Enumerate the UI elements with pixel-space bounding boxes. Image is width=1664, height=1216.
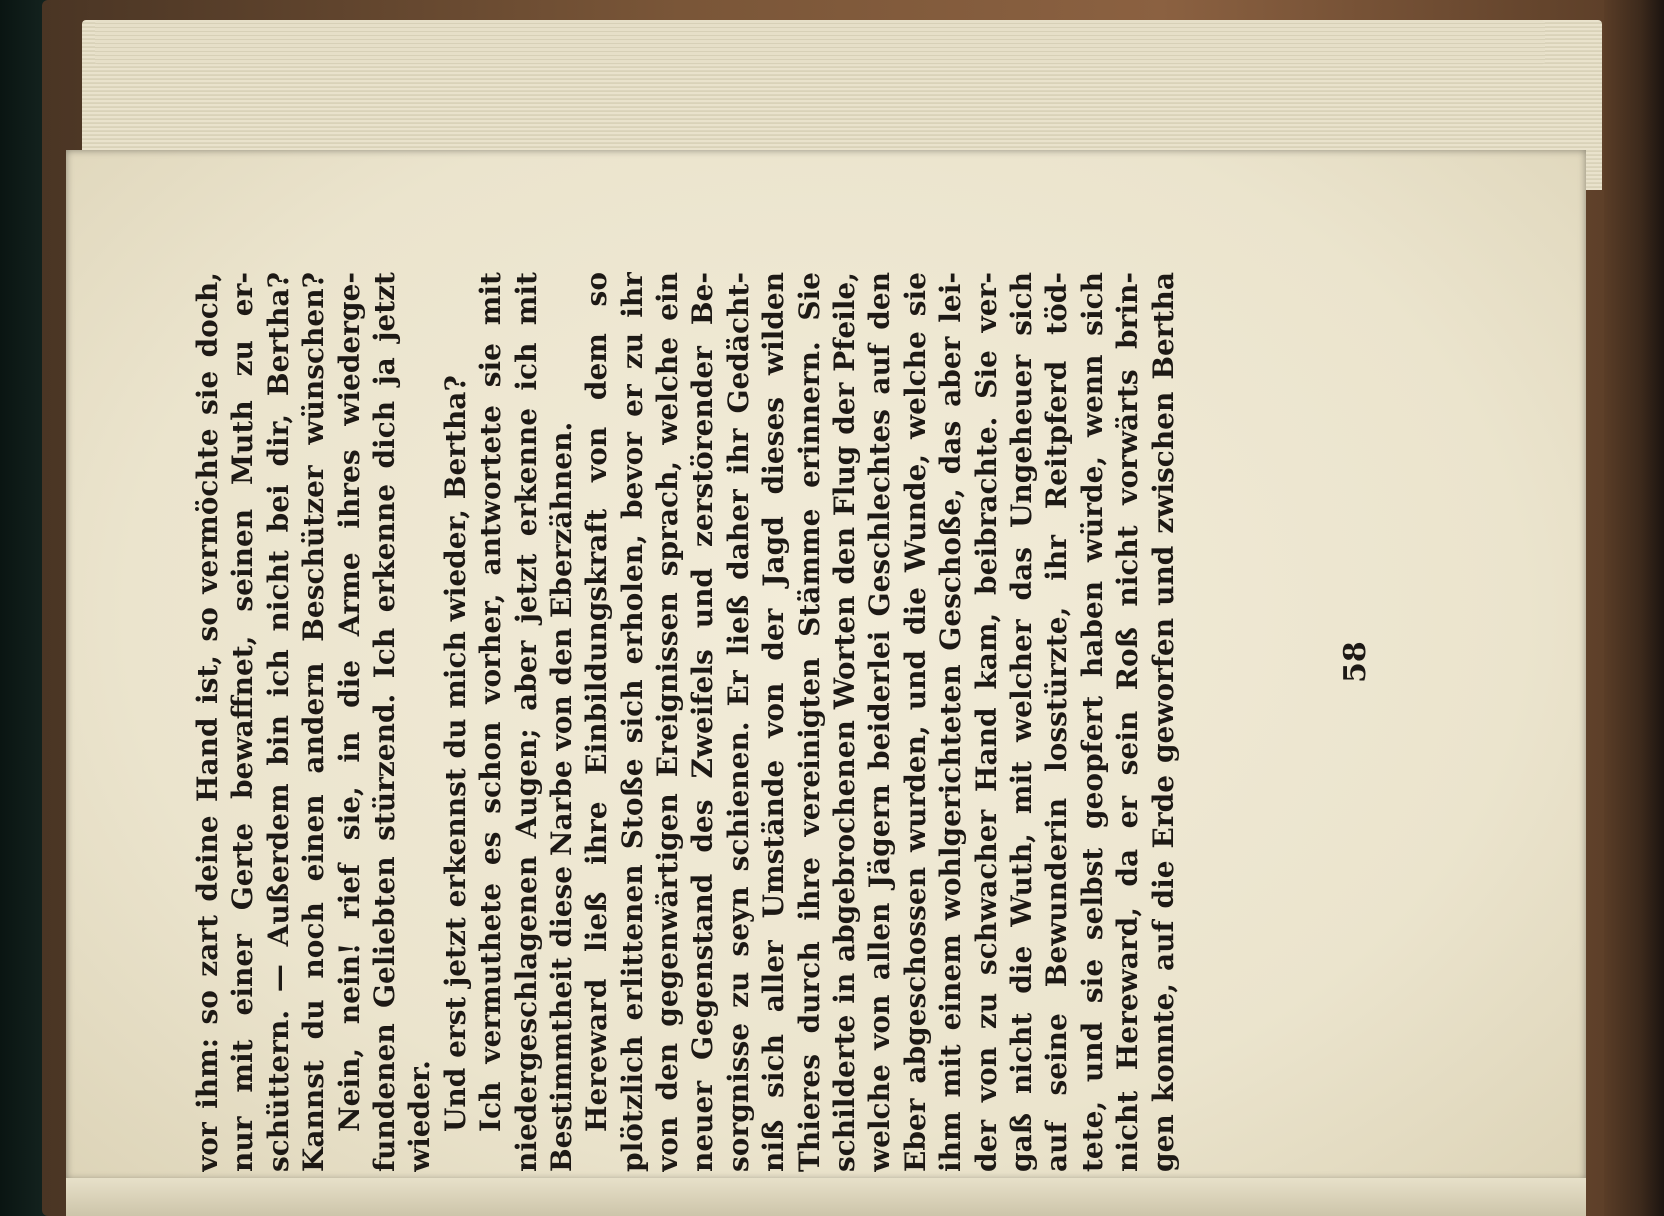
text-line: wieder. <box>403 1060 437 1172</box>
text-line: nicht Hereward, da er sein Roß nicht vorwärts brin- <box>1111 272 1145 1172</box>
text-line: Ich vermuthete es schon vorher, antwortete sie mit <box>474 272 508 1132</box>
text-line: niedergeschlagenen Augen; aber jetzt erkenne ich mit <box>509 272 543 1172</box>
text-line: Bestimmtheit diese Narbe von den Eberzähnen. <box>544 421 578 1172</box>
text-line: von den gegenwärtigen Ereignissen sprach, welche ein <box>651 272 685 1172</box>
text-line: gaß nicht die Wuth, mit welcher das Ungeheuer sich <box>1004 272 1038 1172</box>
text-line: welche von allen Jägern beiderlei Geschlechtes auf den <box>863 272 897 1172</box>
text-line: ihm mit einem wohlgerichteten Geschoße, das aber lei- <box>934 272 968 1172</box>
page-text <box>190 272 1181 1172</box>
text-line: schilderte in abgebrochenen Worten den Flug der Pfeile, <box>828 272 862 1172</box>
page-block-top-edge <box>95 20 1545 65</box>
text-line: tete, und sie selbst geopfert haben würde, wenn sich <box>1075 272 1109 1172</box>
text-line: auf seine Bewunderin losstürzte, ihr Reitpferd töd- <box>1040 272 1074 1172</box>
text-line: Thieres durch ihre vereinigten Stämme erinnern. Sie <box>792 272 826 1172</box>
text-line: Hereward ließ ihre Einbildungskraft von dem so <box>580 272 614 1132</box>
page-bottom-edge <box>66 1178 1586 1216</box>
text-line: vor ihm: so zart deine Hand ist, so vermöchte sie doch, <box>191 272 224 1172</box>
text-line: sorgnisse zu seyn schienen. Er ließ daher ihr Gedächt- <box>721 272 755 1172</box>
book-spine-edge <box>1604 0 1664 1216</box>
text-line: niß sich aller Umstände von der Jagd dieses wilden <box>757 272 791 1172</box>
page-number: 58 <box>1338 641 1373 683</box>
text-line: gen konnte, auf die Erde geworfen und zwischen Bertha <box>1146 272 1180 1172</box>
text-line: fundenen Geliebten stürzend. Ich erkenne dich ja jetzt <box>367 272 401 1172</box>
text-line: nur mit einer Gerte bewaffnet, seinen Muth zu er- <box>226 272 260 1172</box>
text-line: Kannst du noch einen andern Beschützer wünschen? <box>297 272 331 1172</box>
text-line: schüttern. — Außerdem bin ich nicht bei dir, Bertha? <box>261 272 295 1172</box>
text-line: plötzlich erlittenen Stoße sich erholen, bevor er zu ihr <box>615 272 649 1172</box>
text-line: Und erst jetzt erkennst du mich wieder, Bertha? <box>438 375 472 1132</box>
text-line: der von zu schwacher Hand kam, beibrachte. Sie ver- <box>969 272 1003 1172</box>
text-line: neuer Gegenstand des Zweifels und zerstörender Be- <box>686 272 720 1172</box>
text-line: Nein, nein! rief sie, in die Arme ihres wiederge- <box>332 272 366 1132</box>
text-line: Eber abgeschossen wurden, und die Wunde, welche sie <box>898 272 932 1172</box>
